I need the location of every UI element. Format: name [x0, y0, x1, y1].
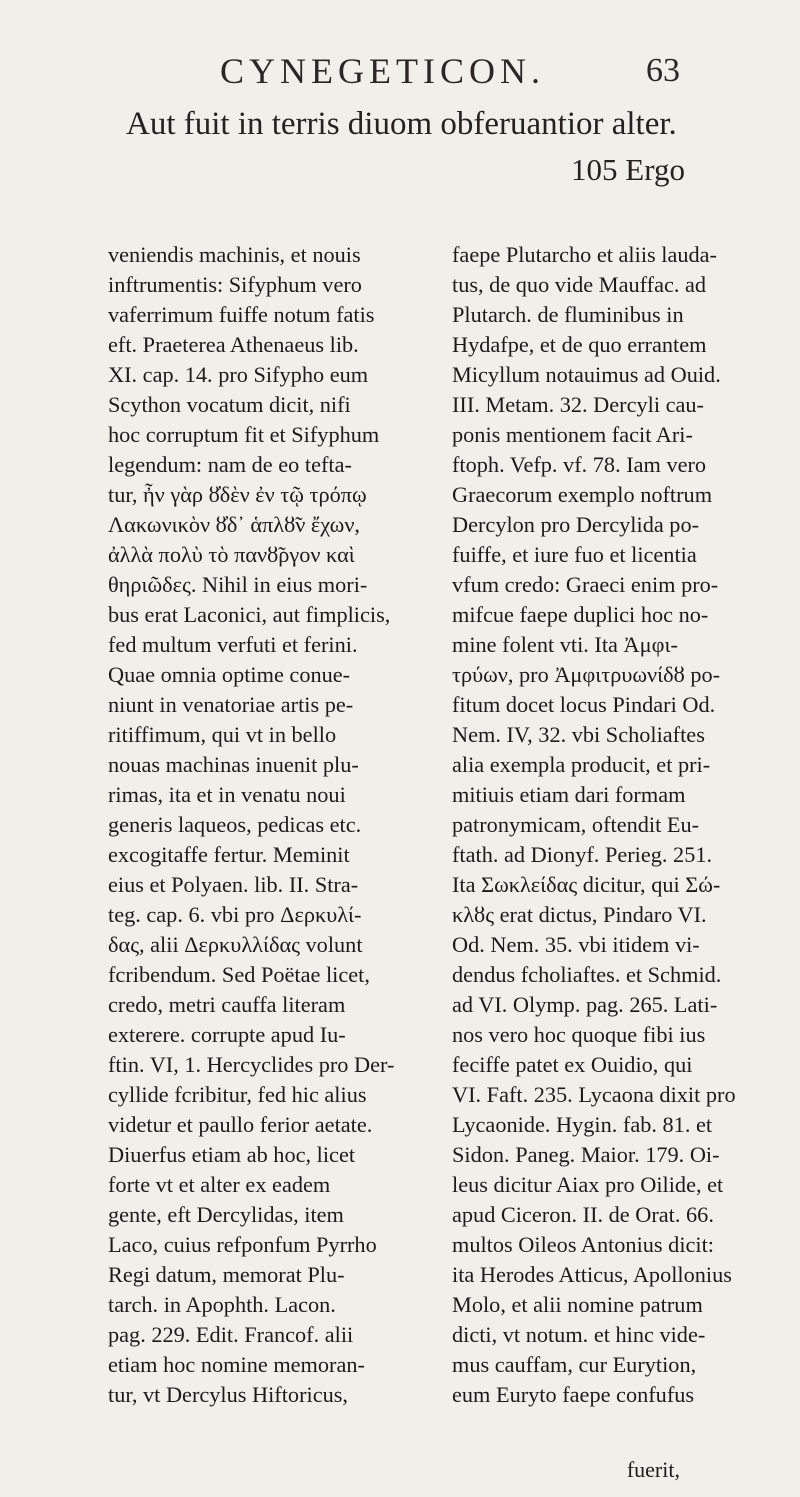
text-line: fcribendum. Sed Poëtae licet,	[108, 962, 370, 987]
text-line: pag. 229. Edit. Francof. alii	[108, 1322, 354, 1347]
left-commentary-column	[108, 240, 406, 1410]
text-line: Graecorum exemplo noftrum	[452, 482, 713, 507]
text-line: eius et Polyaen. lib. II. Stra-	[108, 872, 359, 897]
text-line: III. Metam. 32. Dercyli cau-	[452, 392, 704, 417]
text-line: niunt in venatoriae artis pe-	[108, 692, 354, 717]
text-line: nos vero hoc quoque fibi ius	[452, 1022, 706, 1047]
text-line: cyllide fcribitur, fed hic alius	[108, 1082, 367, 1107]
text-line: exterere. corrupte apud Iu-	[108, 1022, 346, 1047]
catchword: fuerit,	[626, 1457, 680, 1482]
text-line: Sidon. Paneg. Maior. 179. Oi-	[452, 1142, 720, 1167]
text-line: δας, alii Δερκυλλίδας volunt	[108, 932, 363, 957]
text-line: apud Ciceron. II. de Orat. 66.	[452, 1202, 714, 1227]
text-line: Regi datum, memorat Plu-	[108, 1262, 345, 1287]
text-line: Laco, cuius refponfum Pyrrho	[108, 1232, 377, 1257]
text-line: tur, vt Dercylus Hiftoricus,	[108, 1382, 348, 1407]
text-line: ponis mentionem facit Ari-	[452, 422, 693, 447]
running-title: CYNEGETICON.	[220, 51, 545, 91]
text-line: fuiffe, et iure fuo et licentia	[452, 542, 697, 567]
text-line: videtur et paullo ferior aetate.	[108, 1112, 373, 1137]
text-line: ita Herodes Atticus, Apollonius	[452, 1262, 732, 1287]
text-line: rimas, ita et in venatu noui	[108, 782, 346, 807]
text-line: alia exempla producit, et pri-	[452, 752, 711, 777]
text-line: hoc corruptum fit et Sifyphum	[108, 422, 380, 447]
text-line: ftin. VI, 1. Hercyclides pro Der-	[108, 1052, 395, 1077]
text-line: eft. Praeterea Athenaeus lib.	[108, 332, 359, 357]
text-line: veniendis machinis, et nouis	[108, 242, 361, 267]
text-line: dendus fcholiaftes. et Schmid.	[452, 962, 722, 987]
running-head	[0, 50, 800, 90]
text-line: mine folent vti. Ita Ἀμφι-	[452, 632, 678, 657]
text-line: fitum docet locus Pindari Od.	[452, 692, 716, 717]
text-line: Λακωνικὸν ȣ̓δ᾽ ἁπλȣ̃ν ἔχων,	[108, 512, 360, 537]
text-line: ad VI. Olymp. pag. 265. Lati-	[452, 992, 718, 1017]
text-line: Molo, et alii nomine patrum	[452, 1292, 703, 1317]
text-line: Diuerfus etiam ab hoc, licet	[108, 1142, 356, 1167]
text-line: Plutarch. de fluminibus in	[452, 302, 684, 327]
text-line: multos Oileos Antonius dicit:	[452, 1232, 714, 1257]
text-line: gente, eft Dercylidas, item	[108, 1202, 344, 1227]
text-line: Od. Nem. 35. vbi itidem vi-	[452, 932, 700, 957]
text-line: mitiuis etiam dari formam	[452, 782, 686, 807]
text-line: etiam hoc nomine memoran-	[108, 1352, 365, 1377]
text-line: vfum credo: Graeci enim pro-	[452, 572, 719, 597]
text-line: ftath. ad Dionyf. Perieg. 251.	[452, 842, 713, 867]
text-line: Quae omnia optime conue-	[108, 662, 351, 687]
text-line: tarch. in Apophth. Lacon.	[108, 1292, 336, 1317]
text-line: Nem. IV, 32. vbi Scholiaftes	[452, 722, 705, 747]
text-line: VI. Faft. 235. Lycaona dixit pro	[452, 1082, 736, 1107]
verse-line: Aut fuit in terris diuom obferuantior alter.	[126, 106, 677, 142]
text-line: ἀλλὰ πολὺ τὸ πανȣ̃ργον καὶ	[108, 542, 355, 567]
text-line: κλȣς erat dictus, Pindaro VI.	[452, 902, 707, 927]
text-line: patronymicam, oftendit Eu-	[452, 812, 700, 837]
text-line: feciffe patet ex Ouidio, qui	[452, 1052, 693, 1077]
text-line: dicti, vt notum. et hinc vide-	[452, 1322, 706, 1347]
text-line: mus cauffam, cur Eurytion,	[452, 1352, 697, 1377]
text-line: Dercylon pro Dercylida po-	[452, 512, 700, 537]
text-line: legendum: nam de eo tefta-	[108, 452, 352, 477]
text-line: Micyllum notauimus ad Ouid.	[452, 362, 721, 387]
page-number: 63	[646, 52, 680, 89]
text-line: teg. cap. 6. vbi pro Δερκυλί-	[108, 902, 362, 927]
text-line: Ita Σωκλείδας dicitur, qui Σώ-	[452, 872, 721, 897]
text-line: fed multum verfuti et ferini.	[108, 632, 358, 657]
text-line: nouas machinas inuenit plu-	[108, 752, 359, 777]
text-line: τρύων, pro Ἀμφιτρυωνίδȣ po-	[452, 662, 721, 687]
text-line: θηριῶδες. Nihil in eius mori-	[108, 572, 368, 597]
text-line: ritiffimum, qui vt in bello	[108, 722, 337, 747]
text-line: bus erat Laconici, aut fimplicis,	[108, 602, 391, 627]
text-line: generis laqueos, pedicas etc.	[108, 812, 362, 837]
right-commentary-column	[452, 240, 750, 1410]
text-line: leus dicitur Aiax pro Oilide, et	[452, 1172, 724, 1197]
text-line: faepe Plutarcho et aliis lauda-	[452, 242, 717, 267]
text-line: ftoph. Vefp. vf. 78. Iam vero	[452, 452, 707, 477]
text-line: vaferrimum fuiffe notum fatis	[108, 302, 375, 327]
text-line: credo, metri cauffa literam	[108, 992, 346, 1017]
text-line: excogitaffe fertur. Meminit	[108, 842, 350, 867]
text-line: Hydafpe, et de quo errantem	[452, 332, 707, 357]
text-line: Lycaonide. Hygin. fab. 81. et	[452, 1112, 713, 1137]
text-line: tur, ἦν γὰρ ȣ̓δὲν ἐν τῷ τρόπῳ	[108, 482, 367, 507]
text-line: eum Euryto faepe confufus	[452, 1382, 695, 1407]
text-line: inftrumentis: Sifyphum vero	[108, 272, 362, 297]
text-line: Scython vocatum dicit, nifi	[108, 392, 351, 417]
text-line: forte vt et alter ex eadem	[108, 1172, 331, 1197]
text-line: XI. cap. 14. pro Sifypho eum	[108, 362, 369, 387]
text-line: mifcue faepe duplici hoc no-	[452, 602, 709, 627]
text-line: tus, de quo vide Mauffac. ad	[452, 272, 707, 297]
next-verse-catchword: 105 Ergo	[571, 152, 685, 187]
